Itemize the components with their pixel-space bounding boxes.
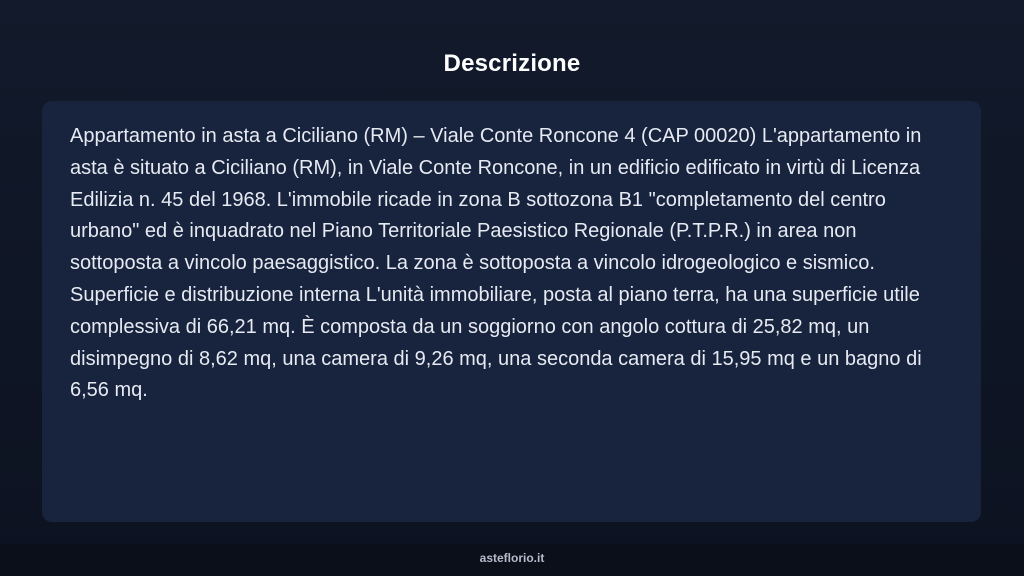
footer [0,544,1024,576]
description-text: Appartamento in asta a Ciciliano (RM) – Viale Conte Roncone 4 (CAP 00020) L'appartamento in asta è situato a Ciciliano (RM), in Viale Conte Roncone, in un edificio edificato in virtù di Licenza Edilizia n. 45 del 1968. L'immobile ricade in zona B sottozona B1 "completamento del centro urbano" ed è inquadrato nel Piano Territoriale Paesistico Regionale (P.T.P.R.) in area non sottoposta a vincolo paesaggistico. La zona è sottoposta a vincolo idrogeologico e sismico. Superficie e distribuzione interna L'unità immobiliare, posta al piano terra, ha una superficie utile complessiva di 66,21 mq. È composta da un soggiorno con angolo cottura di 25,82 mq, un disimpegno di 8,62 mq, una camera di 9,26 mq, una seconda camera di 15,95 mq e un bagno di 6,56 mq. [70,125,922,402]
page-title: Descrizione [443,50,581,77]
description-card [42,101,981,522]
footer-site-link[interactable]: asteflorio.it [479,551,545,565]
